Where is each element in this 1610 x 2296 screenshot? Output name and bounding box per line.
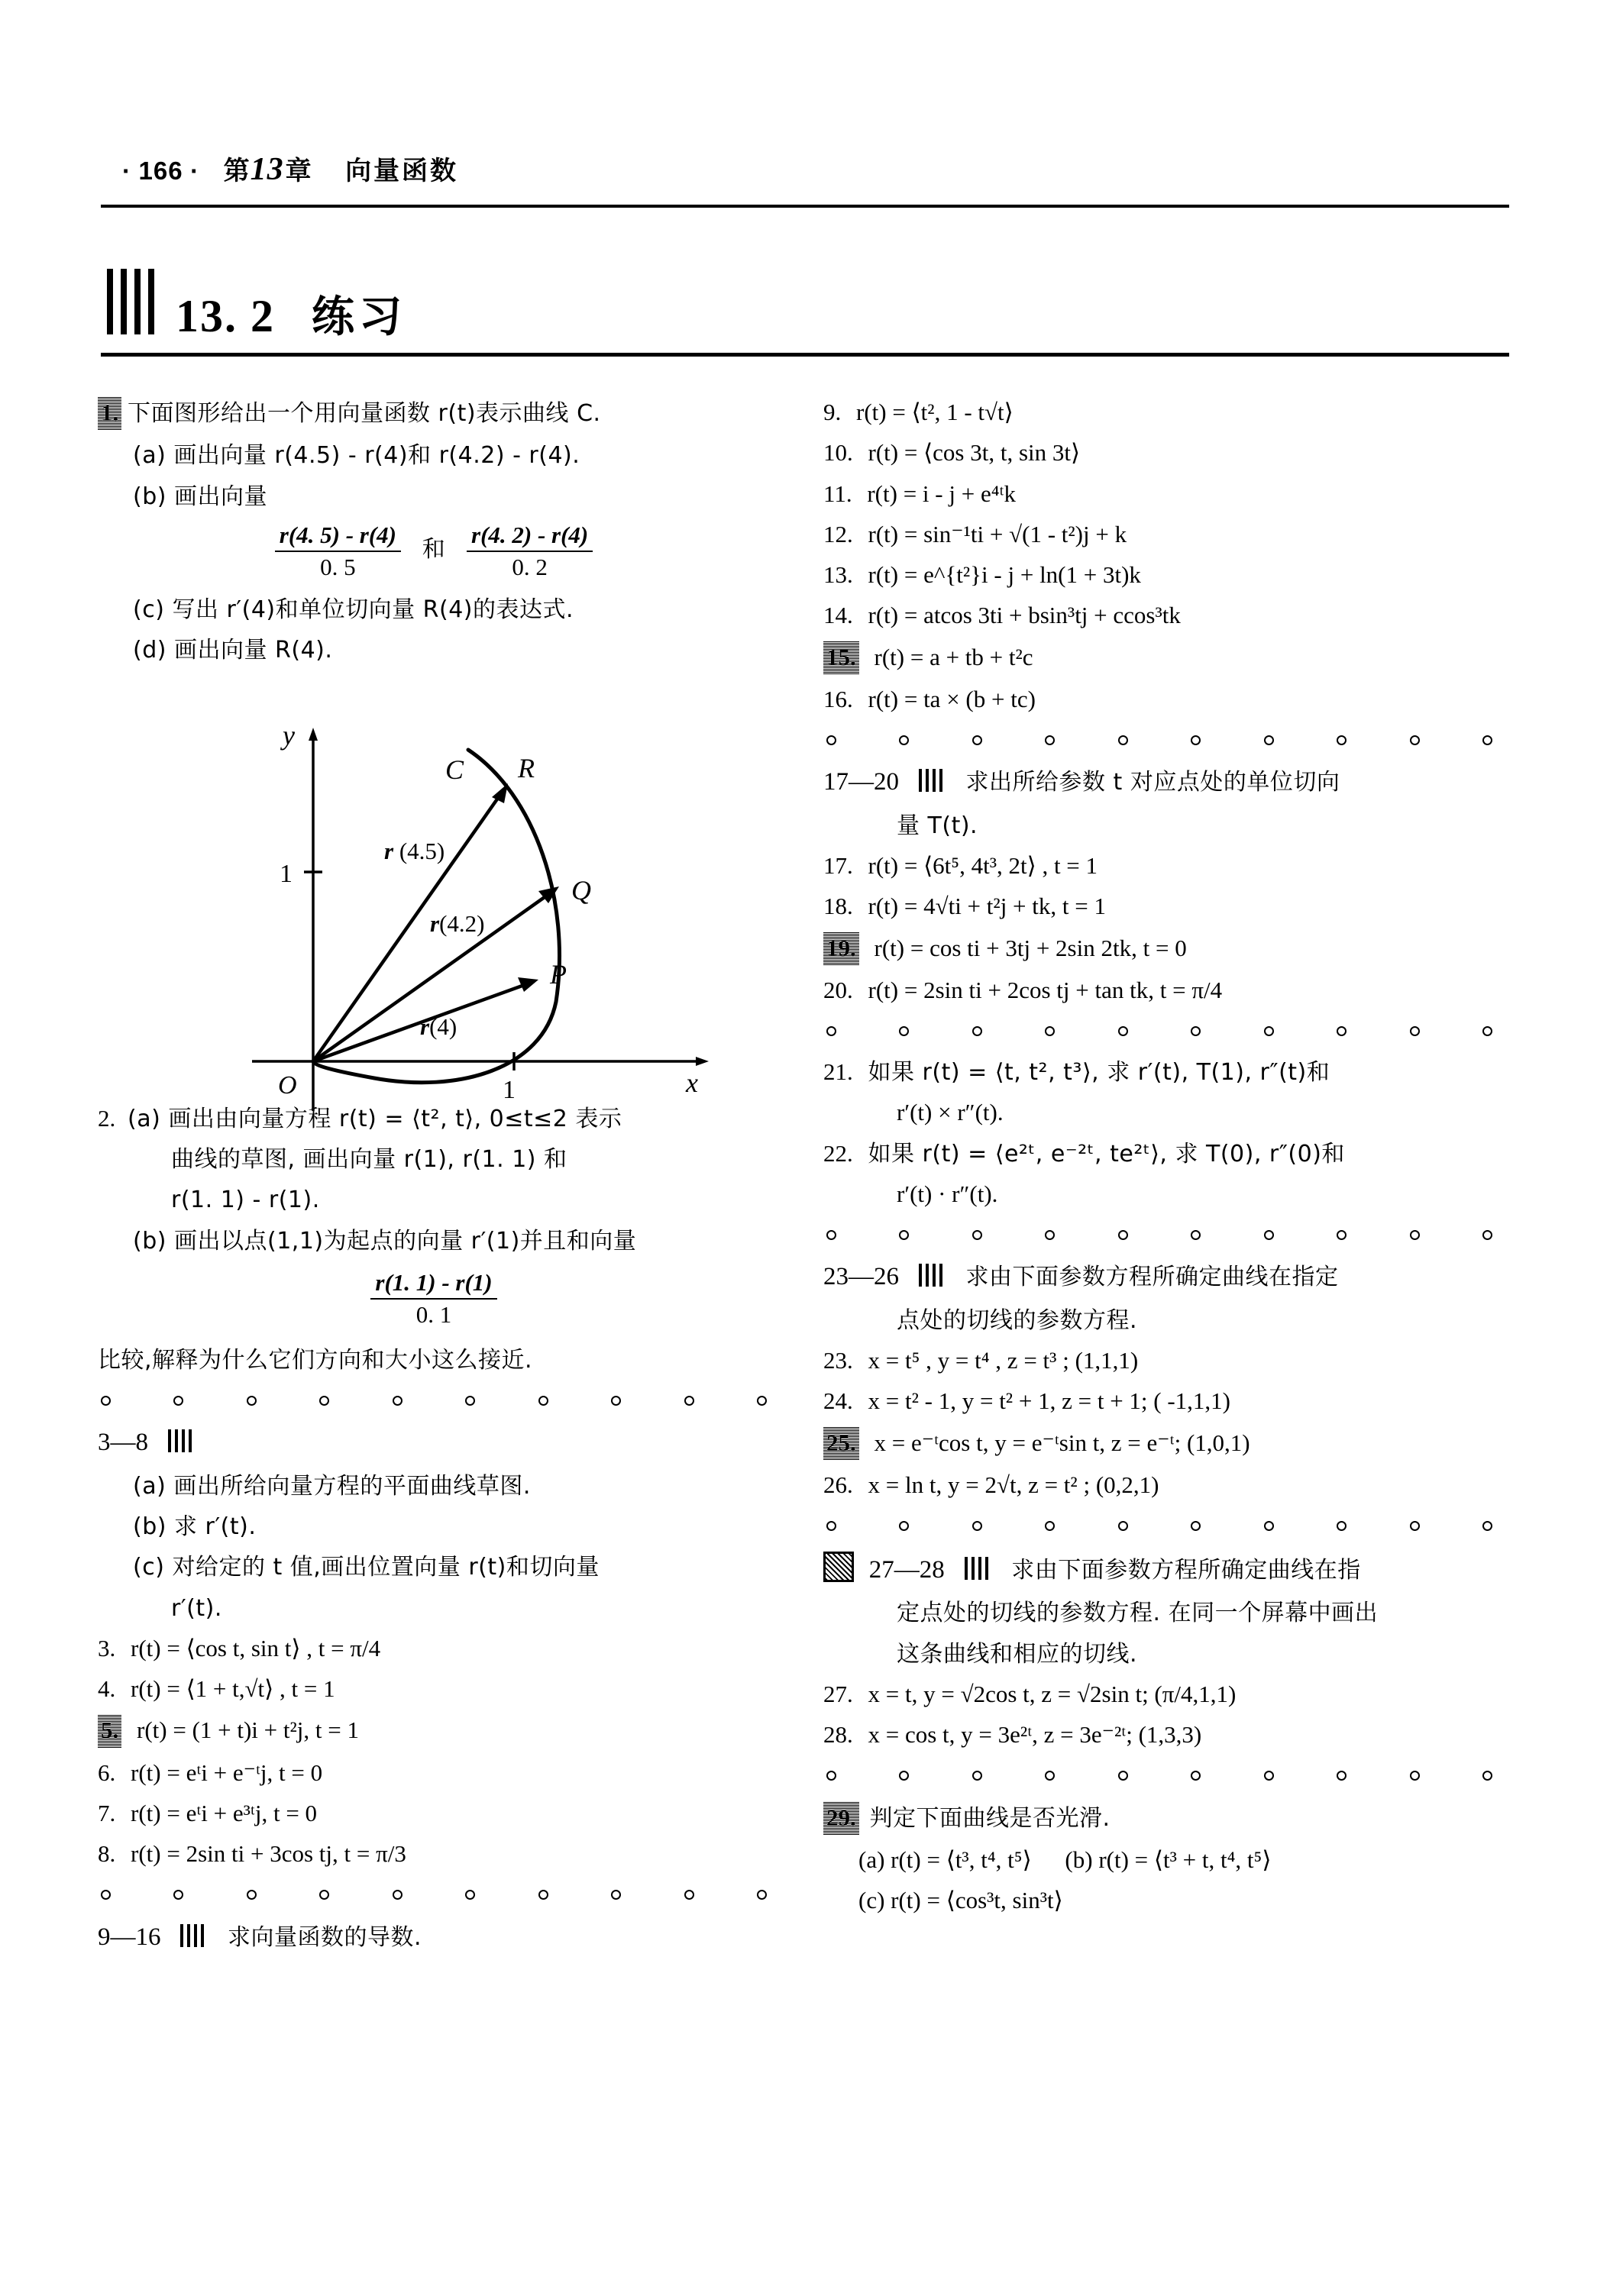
problem-22-text1: 如果 r(t) = ⟨e²ᵗ, e⁻²ᵗ, te²ᵗ⟩, 求 T(0), r″(0)和 bbox=[868, 1140, 1345, 1167]
page-number-dot-right: · bbox=[190, 157, 200, 185]
x-axis-label: x bbox=[686, 1067, 698, 1098]
problem-list-item bbox=[98, 1798, 770, 1829]
problem-6-text: r(t) = eᵗi + e⁻ᵗj, t = 0 bbox=[131, 1758, 323, 1786]
group-27-28-title1: 求由下面参数方程所确定曲线在指 bbox=[1011, 1557, 1361, 1584]
point-q-label: Q bbox=[571, 875, 591, 906]
problem-list-item bbox=[98, 1714, 770, 1747]
chapter-prefix: 第 bbox=[223, 156, 251, 186]
group-17-20-title1: 求出所给参数 t 对应点处的单位切向 bbox=[965, 769, 1340, 796]
group-3-8-c1 bbox=[98, 1552, 770, 1582]
page-number: 166 bbox=[138, 157, 183, 185]
problem-list-item bbox=[823, 891, 1495, 922]
problem-5-text: r(t) = (1 + t)i + t²j, t = 1 bbox=[137, 1716, 360, 1744]
group-bars-icon bbox=[919, 1264, 946, 1294]
problem-list-item bbox=[98, 1758, 770, 1788]
problem-22-line2 bbox=[823, 1179, 1495, 1209]
problem-21-number: 21. bbox=[823, 1058, 853, 1086]
problem-2b-formula bbox=[98, 1270, 770, 1328]
point-p-label: P bbox=[550, 959, 567, 990]
left-column bbox=[98, 397, 770, 1965]
problem-2a-line2 bbox=[98, 1144, 770, 1174]
x-tick-label: 1 bbox=[503, 1076, 516, 1104]
problem-29-ab bbox=[823, 1845, 1495, 1875]
group-9-16-range: 9—16 bbox=[98, 1923, 161, 1951]
problem-1a-text: (a) 画出向量 r(4.5) - r(4)和 r(4.2) - r(4). bbox=[133, 442, 580, 470]
vector-r42-label: r(4.2) bbox=[430, 910, 485, 937]
vector-r4-arrowhead bbox=[518, 977, 538, 992]
problem-16-text: r(t) = ta × (b + tc) bbox=[868, 686, 1036, 713]
problem-4-text: r(t) = ⟨1 + t,√t⟩ , t = 1 bbox=[131, 1675, 335, 1703]
problem-21-text1: 如果 r(t) = ⟨t, t², t³⟩, 求 r′(t), T(1), r″(t)和 bbox=[868, 1059, 1330, 1087]
problem-1-stem-text: 下面图形给出一个用向量函数 r(t)表示曲线 C. bbox=[128, 400, 601, 427]
problem-14-number: 14. bbox=[823, 602, 853, 629]
problem-2b-line1 bbox=[98, 1226, 770, 1256]
section-bars-icon bbox=[107, 269, 154, 339]
group-3-8-b-text: (b) 求 r′(t). bbox=[133, 1513, 257, 1540]
problem-1b bbox=[98, 481, 770, 512]
group-27-28-title-line3 bbox=[823, 1639, 1495, 1669]
problem-23-number: 23. bbox=[823, 1346, 853, 1374]
dotted-separator-right-2 bbox=[823, 1016, 1495, 1046]
problem-21-line1 bbox=[823, 1057, 1495, 1087]
running-head bbox=[122, 150, 458, 188]
problem-15-number: 15. bbox=[823, 641, 859, 674]
problem-list-item bbox=[98, 1633, 770, 1664]
problem-22-number: 22. bbox=[823, 1139, 853, 1167]
group-bars-icon bbox=[168, 1429, 196, 1460]
page-number-dot-left: · bbox=[122, 157, 131, 185]
problem-list-item bbox=[823, 438, 1495, 468]
problem-1d bbox=[98, 635, 770, 665]
problem-11-number: 11. bbox=[823, 480, 852, 507]
group-17-20-range: 17—20 bbox=[823, 768, 899, 796]
fraction-3 bbox=[370, 1270, 496, 1328]
right-column bbox=[823, 397, 1495, 1926]
problem-2a-line3 bbox=[98, 1184, 770, 1215]
problem-29a-text: (a) r(t) = ⟨t³, t⁴, t⁵⟩ bbox=[858, 1846, 1032, 1873]
group-3-8-heading bbox=[98, 1426, 770, 1460]
vector-curve-figure bbox=[229, 702, 726, 1130]
fraction-1-denominator: 0. 5 bbox=[320, 553, 356, 580]
group-23-26-title2: 点处的切线的参数方程. bbox=[897, 1306, 1138, 1334]
chapter-title: 向量函数 bbox=[345, 156, 459, 186]
problem-list-item bbox=[823, 1679, 1495, 1710]
problem-1b-text: (b) 画出向量 bbox=[133, 483, 267, 510]
group-27-28-title-line2 bbox=[823, 1597, 1495, 1628]
problem-17-number: 17. bbox=[823, 851, 853, 879]
problem-6-number: 6. bbox=[98, 1758, 116, 1786]
problem-22-line1 bbox=[823, 1138, 1495, 1169]
fraction-2 bbox=[467, 522, 593, 580]
computer-algebra-system-icon bbox=[823, 1552, 854, 1582]
problem-29-stem bbox=[823, 1802, 1495, 1835]
problem-5-number: 5. bbox=[98, 1714, 121, 1747]
problem-3-number: 3. bbox=[98, 1634, 116, 1661]
problem-16-number: 16. bbox=[823, 686, 853, 713]
problem-13-number: 13. bbox=[823, 561, 853, 589]
problem-19-text: r(t) = cos ti + 3tj + 2sin 2tk, t = 0 bbox=[874, 934, 1187, 961]
problem-24-text: x = t² - 1, y = t² + 1, z = t + 1; ( -1,1,1) bbox=[868, 1387, 1231, 1415]
problem-1-stem bbox=[98, 397, 770, 430]
group-9-16-title: 求向量函数的导数. bbox=[228, 1923, 422, 1951]
group-17-20-title-line2 bbox=[823, 810, 1495, 841]
group-3-8-c-text1: (c) 对给定的 t 值,画出位置向量 r(t)和切向量 bbox=[133, 1554, 600, 1581]
group-23-26-title-line2 bbox=[823, 1305, 1495, 1335]
problem-29-c bbox=[823, 1885, 1495, 1916]
problem-29b-text: (b) r(t) = ⟨t³ + t, t⁴, t⁵⟩ bbox=[1065, 1846, 1272, 1873]
fraction-2-numerator: r(4. 2) - r(4) bbox=[467, 522, 593, 552]
section-label: 练习 bbox=[312, 292, 406, 342]
problem-28-text: x = cos t, y = 3e²ᵗ, z = 3e⁻²ᵗ; (1,3,3) bbox=[868, 1721, 1202, 1749]
vector-r45-label: r (4.5) bbox=[384, 838, 445, 864]
chapter-number: 13 bbox=[250, 152, 284, 187]
group-27-28-title2: 定点处的切线的参数方程. 在同一个屏幕中画出 bbox=[897, 1600, 1379, 1627]
fraction-conjunction: 和 bbox=[422, 536, 446, 564]
problem-1a bbox=[98, 440, 770, 470]
problem-29-stem-text: 判定下面曲线是否光滑. bbox=[869, 1804, 1111, 1832]
section-heading bbox=[107, 269, 406, 342]
group-bars-icon bbox=[965, 1557, 992, 1587]
problem-23-text: x = t⁵ , y = t⁴ , z = t³ ; (1,1,1) bbox=[868, 1346, 1139, 1374]
problem-list-item bbox=[823, 519, 1495, 550]
problem-list-item bbox=[823, 1427, 1495, 1460]
problem-list-item bbox=[823, 397, 1495, 428]
group-3-8-a bbox=[98, 1471, 770, 1501]
problem-list-item bbox=[823, 1470, 1495, 1500]
problem-12-text: r(t) = sin⁻¹ti + √(1 - t²)j + k bbox=[868, 520, 1127, 547]
problem-list-item bbox=[98, 1839, 770, 1869]
header-rule bbox=[101, 205, 1509, 208]
problem-list-item bbox=[823, 479, 1495, 509]
fraction-3-numerator: r(1. 1) - r(1) bbox=[370, 1270, 496, 1300]
problem-11-text: r(t) = i - j + e⁴ᵗk bbox=[867, 480, 1016, 507]
problem-29c-text: (c) r(t) = ⟨cos³t, sin³t⟩ bbox=[858, 1887, 1063, 1914]
group-17-20-heading bbox=[823, 766, 1495, 799]
dotted-separator-right-4 bbox=[823, 1510, 1495, 1541]
problem-1c-text: (c) 写出 r′(4)和单位切向量 R(4)的表达式. bbox=[133, 596, 574, 624]
problem-18-text: r(t) = 4√ti + t²j + tk, t = 1 bbox=[868, 893, 1106, 920]
vector-r45-arrowhead bbox=[492, 783, 508, 803]
problem-25-text: x = e⁻ᵗcos t, y = e⁻ᵗsin t, z = e⁻ᵗ; (1,0,1) bbox=[874, 1429, 1250, 1456]
problem-2-tail bbox=[98, 1345, 770, 1375]
x-axis-arrow bbox=[696, 1057, 709, 1066]
problem-9-number: 9. bbox=[823, 399, 842, 425]
problem-7-number: 7. bbox=[98, 1800, 116, 1827]
problem-list-item bbox=[823, 1720, 1495, 1750]
fraction-1 bbox=[275, 522, 401, 580]
problem-14-text: r(t) = atcos 3ti + bsin³tj + ccos³tk bbox=[868, 602, 1181, 629]
problem-28-number: 28. bbox=[823, 1721, 853, 1749]
problem-list-item bbox=[823, 932, 1495, 965]
group-27-28-heading bbox=[823, 1552, 1495, 1587]
fraction-3-denominator: 0. 1 bbox=[415, 1300, 452, 1328]
figure-svg bbox=[229, 702, 726, 1130]
problem-7-text: r(t) = eᵗi + e³ᵗj, t = 0 bbox=[131, 1800, 318, 1827]
problem-1c bbox=[98, 594, 770, 625]
dotted-separator-left-2 bbox=[98, 1880, 770, 1910]
problem-1-number: 1. bbox=[98, 397, 121, 430]
group-27-28-range: 27—28 bbox=[868, 1556, 945, 1584]
problem-2b-text1: (b) 画出以点(1,1)为起点的向量 r′(1)并且和向量 bbox=[133, 1227, 637, 1255]
problem-3-text: r(t) = ⟨cos t, sin t⟩ , t = π/4 bbox=[131, 1634, 381, 1661]
dotted-separator-right-3 bbox=[823, 1219, 1495, 1250]
problem-22-text2: r′(t) · r″(t). bbox=[897, 1180, 998, 1208]
problem-2a-text1: (a) 画出由向量方程 r(t) = ⟨t², t⟩, 0≤t≤2 表示 bbox=[128, 1105, 622, 1132]
problem-4-number: 4. bbox=[98, 1675, 116, 1703]
problem-21-line2 bbox=[823, 1097, 1495, 1128]
problem-list-item bbox=[823, 851, 1495, 881]
problem-26-text: x = ln t, y = 2√t, z = t² ; (0,2,1) bbox=[868, 1471, 1159, 1498]
problem-27-number: 27. bbox=[823, 1681, 853, 1708]
problem-13-text: r(t) = e^{t²}i - j + ln(1 + 3t)k bbox=[868, 561, 1141, 589]
group-bars-icon bbox=[180, 1924, 208, 1955]
problem-18-number: 18. bbox=[823, 893, 853, 920]
problem-20-number: 20. bbox=[823, 976, 853, 1003]
dotted-separator-left-1 bbox=[98, 1385, 770, 1416]
problem-list-item bbox=[823, 1345, 1495, 1376]
group-3-8-c2 bbox=[98, 1593, 770, 1623]
problem-19-number: 19. bbox=[823, 932, 859, 965]
group-bars-icon bbox=[919, 769, 946, 799]
problem-29-number: 29. bbox=[823, 1802, 859, 1835]
problem-10-number: 10. bbox=[823, 439, 853, 467]
vector-r4-label: r(4) bbox=[420, 1013, 457, 1040]
problem-1d-text: (d) 画出向量 R(4). bbox=[133, 637, 333, 664]
problem-15-text: r(t) = a + tb + t²c bbox=[874, 643, 1033, 670]
group-3-8-c-text2: r′(t). bbox=[171, 1594, 222, 1622]
curve-label: C bbox=[445, 754, 464, 785]
problem-17-text: r(t) = ⟨6t⁵, 4t³, 2t⟩ , t = 1 bbox=[868, 851, 1098, 879]
problem-list-item bbox=[823, 641, 1495, 674]
group-17-20-title2: 量 T(t). bbox=[897, 812, 978, 839]
problem-24-number: 24. bbox=[823, 1387, 853, 1415]
problem-1b-formula bbox=[98, 522, 770, 580]
problem-2-tail-text: 比较,解释为什么它们方向和大小这么接近. bbox=[98, 1347, 533, 1374]
section-number: 13. 2 bbox=[176, 291, 275, 341]
problem-list-item bbox=[823, 560, 1495, 590]
fraction-1-numerator: r(4. 5) - r(4) bbox=[275, 522, 401, 552]
group-27-28-title3: 这条曲线和相应的切线. bbox=[897, 1640, 1138, 1668]
group-3-8-b bbox=[98, 1511, 770, 1542]
problem-9-text: r(t) = ⟨t², 1 - t√t⟩ bbox=[856, 399, 1014, 425]
problem-25-number: 25. bbox=[823, 1427, 859, 1460]
problem-list-item bbox=[823, 684, 1495, 715]
problem-21-text2: r′(t) × r″(t). bbox=[897, 1099, 1004, 1126]
problem-list-item bbox=[823, 600, 1495, 631]
y-axis-label: y bbox=[283, 720, 295, 751]
group-23-26-range: 23—26 bbox=[823, 1263, 899, 1291]
group-3-8-range: 3—8 bbox=[98, 1429, 148, 1457]
problem-26-number: 26. bbox=[823, 1471, 853, 1498]
group-3-8-a-text: (a) 画出所给向量方程的平面曲线草图. bbox=[133, 1472, 531, 1500]
fraction-2-denominator: 0. 2 bbox=[512, 553, 548, 580]
problem-10-text: r(t) = ⟨cos 3t, t, sin 3t⟩ bbox=[868, 439, 1081, 467]
problem-list-item bbox=[823, 1386, 1495, 1416]
problem-list-item bbox=[823, 975, 1495, 1006]
problem-2a-text2: 曲线的草图, 画出向量 r(1), r(1. 1) 和 bbox=[171, 1145, 567, 1173]
problem-list-item bbox=[98, 1674, 770, 1704]
group-9-16-heading bbox=[98, 1921, 770, 1955]
dotted-separator-right-1 bbox=[823, 725, 1495, 755]
problem-8-text: r(t) = 2sin ti + 3cos tj, t = π/3 bbox=[131, 1840, 406, 1868]
origin-label: O bbox=[278, 1071, 297, 1100]
problem-12-number: 12. bbox=[823, 520, 853, 547]
point-r-label: R bbox=[518, 753, 535, 783]
y-axis-arrow bbox=[309, 728, 318, 741]
problem-27-text: x = t, y = √2cos t, z = √2sin t; (π/4,1,1) bbox=[868, 1681, 1237, 1708]
dotted-separator-right-5 bbox=[823, 1761, 1495, 1791]
problem-8-number: 8. bbox=[98, 1840, 116, 1868]
problem-2a-text3: r(1. 1) - r(1). bbox=[171, 1187, 320, 1214]
problem-20-text: r(t) = 2sin ti + 2cos tj + tan tk, t = π/4 bbox=[868, 976, 1223, 1003]
section-rule bbox=[101, 353, 1509, 357]
group-23-26-heading bbox=[823, 1261, 1495, 1294]
group-23-26-title1: 求由下面参数方程所确定曲线在指定 bbox=[965, 1264, 1339, 1291]
problem-2-number: 2. bbox=[98, 1104, 116, 1132]
chapter-suffix: 章 bbox=[285, 156, 312, 186]
y-tick-label: 1 bbox=[280, 860, 293, 888]
